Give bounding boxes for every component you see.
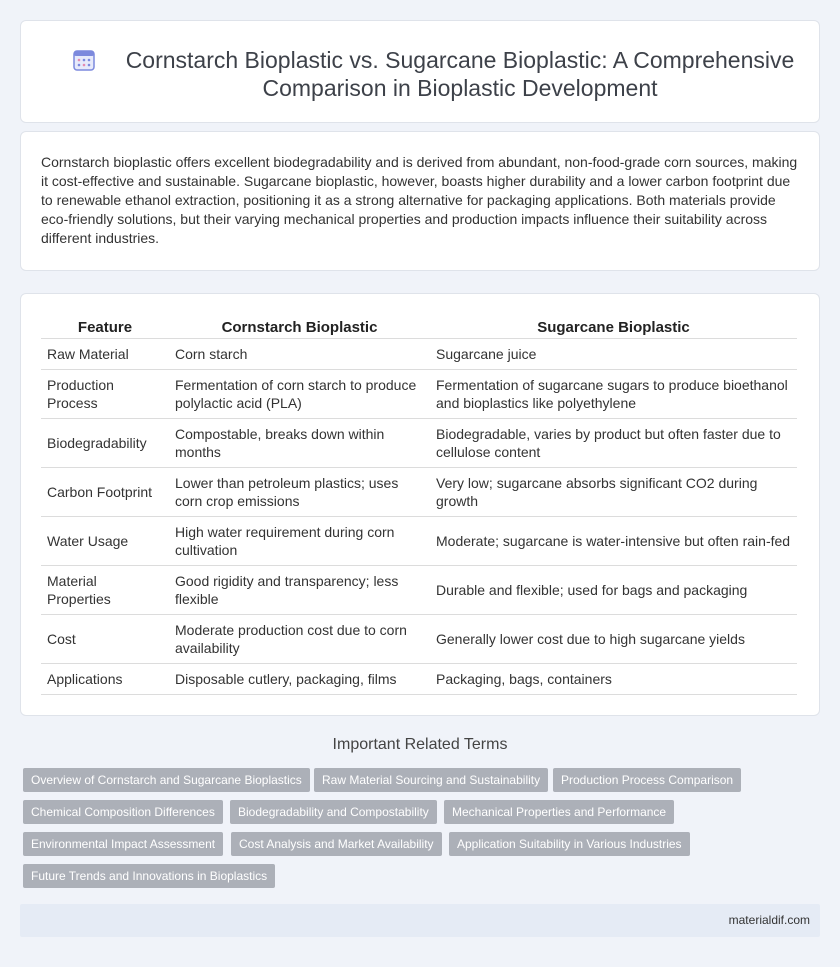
cornstarch-cell: Fermentation of corn starch to produce polylactic acid (PLA) [169, 370, 430, 419]
tag-application-suitability[interactable]: Application Suitability in Various Industries [449, 832, 690, 856]
feature-cell: Water Usage [41, 517, 169, 566]
cornstarch-cell: High water requirement during corn cultivation [169, 517, 430, 566]
table-row [41, 664, 797, 695]
sugarcane-cell: Fermentation of sugarcane sugars to produce bioethanol and bioplastics like polyethylene [430, 370, 797, 419]
table-row [41, 517, 797, 566]
sugarcane-cell: Durable and flexible; used for bags and packaging [430, 566, 797, 615]
header-cornstarch: Cornstarch Bioplastic [169, 316, 430, 339]
cornstarch-cell: Lower than petroleum plastics; uses corn crop emissions [169, 468, 430, 517]
feature-cell: Biodegradability [41, 419, 169, 468]
sugarcane-cell: Packaging, bags, containers [430, 664, 797, 695]
sugarcane-cell: Very low; sugarcane absorbs significant CO2 during growth [430, 468, 797, 517]
sugarcane-cell: Moderate; sugarcane is water-intensive but often rain-fed [430, 517, 797, 566]
tag-production-process[interactable]: Production Process Comparison [553, 768, 741, 792]
comparison-table-card [20, 293, 820, 716]
related-terms-title: Important Related Terms [332, 736, 508, 753]
header-sugarcane: Sugarcane Bioplastic [430, 316, 797, 339]
tag-raw-material[interactable]: Raw Material Sourcing and Sustainability [314, 768, 548, 792]
table-row [41, 419, 797, 468]
cornstarch-cell: Good rigidity and transparency; less flexible [169, 566, 430, 615]
sugarcane-cell: Sugarcane juice [430, 339, 797, 370]
table-row [41, 566, 797, 615]
sugarcane-cell: Generally lower cost due to high sugarcane yields [430, 615, 797, 664]
table-row [41, 339, 797, 370]
feature-cell: Cost [41, 615, 169, 664]
footer [20, 904, 820, 937]
tag-biodegradability[interactable]: Biodegradability and Compostability [230, 800, 437, 824]
footer-site[interactable]: materialdif.com [728, 913, 810, 927]
page-title: Cornstarch Bioplastic vs. Sugarcane Bioplastic: A Comprehensive Comparison in Bioplastic Development [125, 47, 795, 101]
cornstarch-cell: Corn starch [169, 339, 430, 370]
tag-overview[interactable]: Overview of Cornstarch and Sugarcane Bioplastics [23, 768, 310, 792]
feature-cell: Material Properties [41, 566, 169, 615]
tag-environmental-impact[interactable]: Environmental Impact Assessment [23, 832, 223, 856]
calendar-icon [71, 47, 97, 73]
tag-mechanical-properties[interactable]: Mechanical Properties and Performance [444, 800, 674, 824]
title-card [20, 20, 820, 123]
feature-cell: Raw Material [41, 339, 169, 370]
table-header-row [41, 316, 797, 339]
table-row [41, 468, 797, 517]
cornstarch-cell: Moderate production cost due to corn availability [169, 615, 430, 664]
feature-cell: Production Process [41, 370, 169, 419]
table-row [41, 370, 797, 419]
tag-chemical-composition[interactable]: Chemical Composition Differences [23, 800, 223, 824]
feature-cell: Carbon Footprint [41, 468, 169, 517]
cornstarch-cell: Disposable cutlery, packaging, films [169, 664, 430, 695]
tag-future-trends[interactable]: Future Trends and Innovations in Bioplastics [23, 864, 275, 888]
header-feature: Feature [41, 316, 169, 339]
feature-cell: Applications [41, 664, 169, 695]
comparison-table [41, 316, 797, 695]
cornstarch-cell: Compostable, breaks down within months [169, 419, 430, 468]
tag-cost-analysis[interactable]: Cost Analysis and Market Availability [231, 832, 442, 856]
summary-text: Cornstarch bioplastic offers excellent biodegradability and is derived from abundant, non-food-grade corn sources, making it cost-effective and sustainable. Sugarcane bioplastic, however, boasts higher durability and a lower carbon footprint due to renewable ethanol extraction, positioning it as a strong alternative for packaging applications. Both materials provide eco-friendly solutions, but their varying mechanical properties and production impacts influence their suitability across different industries. [41, 154, 798, 246]
summary-card [20, 131, 820, 271]
sugarcane-cell: Biodegradable, varies by product but often faster due to cellulose content [430, 419, 797, 468]
table-row [41, 615, 797, 664]
